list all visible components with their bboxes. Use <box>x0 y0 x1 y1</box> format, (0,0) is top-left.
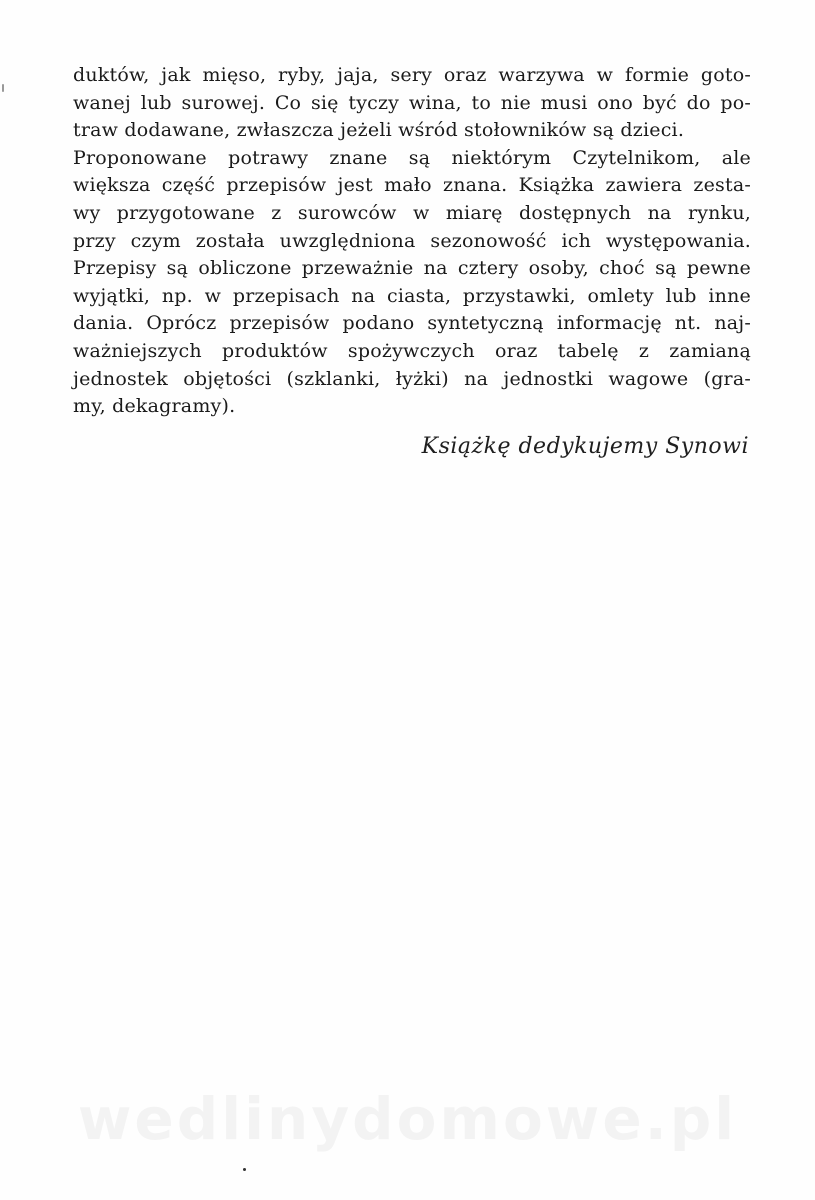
paragraph-line: wy przygotowane z surowców w miarę dostępnych na rynku, <box>73 201 751 224</box>
paragraph-line: wanej lub surowej. Co się tyczy wina, to nie musi ono być do po- <box>73 91 751 114</box>
scan-speck <box>243 1168 246 1171</box>
paragraph-line: jednostek objętości (szklanki, łyżki) na jednostki wagowe (gra- <box>73 367 751 390</box>
body-paragraph <box>73 62 751 421</box>
paragraph-line: ważniejszych produktów spożywczych oraz tabelę z zamianą <box>73 339 751 362</box>
paragraph-line: większa część przepisów jest mało znana. Książka zawiera zesta- <box>73 174 751 197</box>
paragraph-line: wyjątki, np. w przepisach na ciasta, przystawki, omlety lub inne <box>73 284 751 307</box>
paragraph-line: Proponowane potrawy znane są niektórym Czytelnikom, ale <box>73 146 751 169</box>
dedication: Książkę dedykujemy Synowi <box>421 434 749 459</box>
paragraph-line: duktów, jak mięso, ryby, jaja, sery oraz warzywa w formie goto- <box>73 64 751 86</box>
paragraph-line: przy czym została uwzględniona sezonowość ich występowania. <box>73 229 751 252</box>
watermark: wedlinydomowe.pl <box>77 1085 738 1153</box>
paragraph-line: Przepisy są obliczone przeważnie na cztery osoby, choć są pewne <box>73 257 751 280</box>
paragraph-line: my, dekagramy). <box>73 395 236 418</box>
paragraph-line: dania. Oprócz przepisów podano syntetyczną informację nt. naj- <box>73 312 751 335</box>
paragraph-line: traw dodawane, zwłaszcza jeżeli wśród stołowników są dzieci. <box>73 119 685 142</box>
scan-speck <box>2 84 4 92</box>
